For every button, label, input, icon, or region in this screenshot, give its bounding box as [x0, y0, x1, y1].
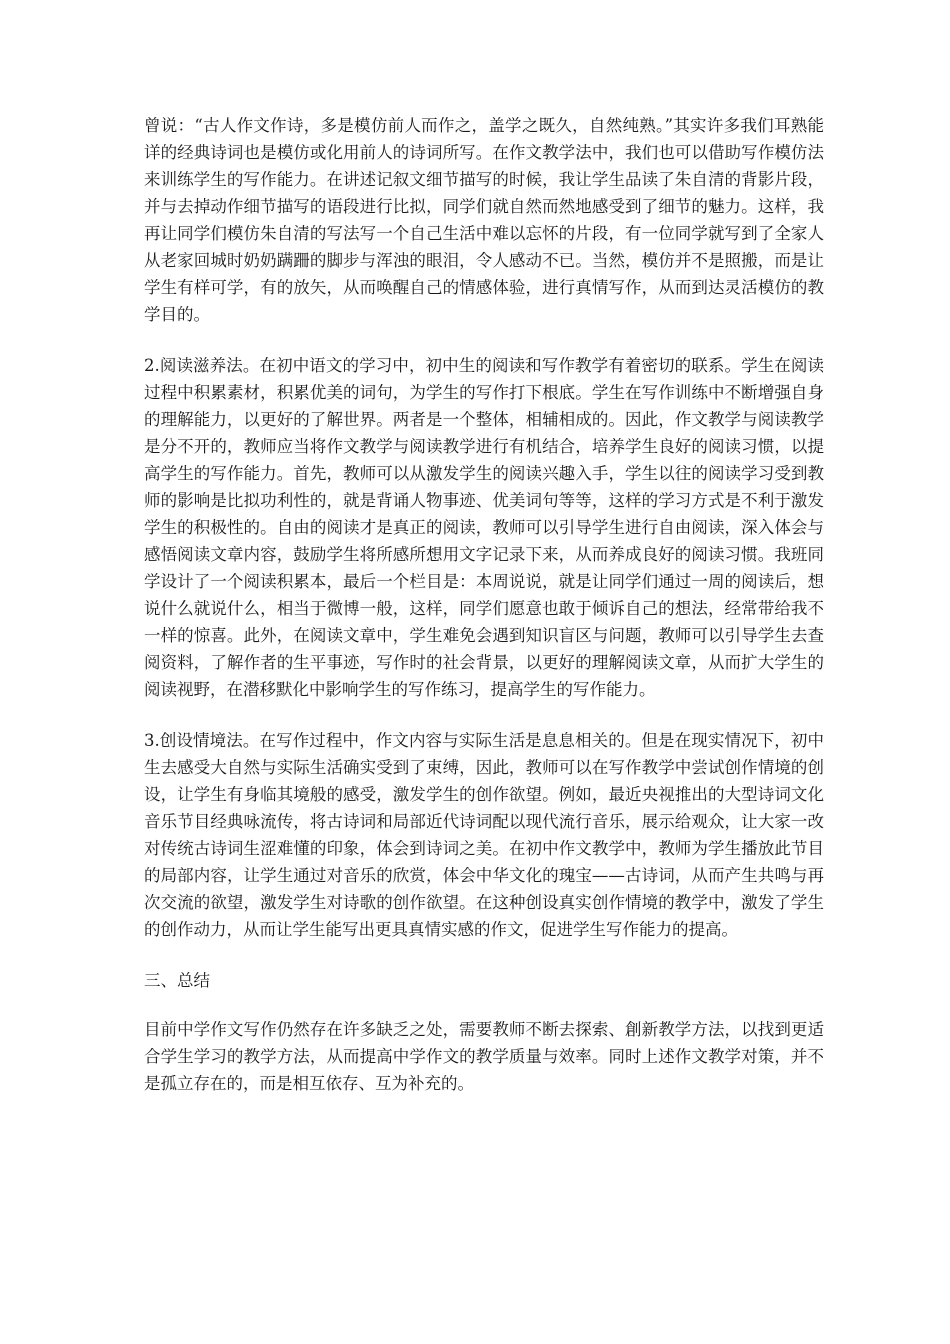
paragraph-conclusion: 目前中学作文写作仍然存在许多缺乏之处，需要教师不断去探索、創新教学方法，以找到更适合学生学习的教学方法，从而提高中学作文的教学质量与效率。同时上述作文教学对策，并不是孤立存在的，而是相互依存、互为补充的。 [144, 1020, 824, 1093]
section-heading-summary: 三、总结 [144, 971, 210, 990]
paragraph-situation-method: 3.创设情境法。在写作过程中，作文内容与实际生活是息息相关的。但是在现实情况下，初中生去感受大自然与实际生活确实受到了束缚，因此，教师可以在写作教学中尝试创作情境的创设，让学生有身临其境般的感受，激发学生的创作欲望。例如，最近央视推出的大型诗词文化音乐节目经典咏流传，将古诗词和局部近代诗词配以现代流行音乐，展示给观众，让大家一改对传统古诗词生涩难懂的印象，体会到诗词之美。在初中作文教学中，教师为学生播放此节目的局部内容，让学生通过对音乐的欣赏，体会中华文化的瑰宝——古诗词，从而产生共鸣与再次交流的欲望，激发学生对诗歌的创作欲望。在这种创设真实创作情境的教学中，激发了学生的创作动力，从而让学生能写出更具真情实感的作文，促进学生写作能力的提高。 [144, 731, 824, 939]
paragraph-imitation: 曾说：“古人作文作诗，多是模仿前人而作之，盖学之既久，自然纯熟。”其实许多我们耳熟能详的经典诗词也是模仿或化用前人的诗词所写。在作文教学法中，我们也可以借助写作模仿法来训练学生的写作能力。在讲述记叙文细节描写的时候，我让学生品读了朱自清的背影片段，并与去掉动作细节描写的语段进行比拟，同学们就自然而然地感受到了细节的魅力。这样，我再让同学们模仿朱自清的写法写一个自己生活中难以忘怀的片段，有一位同学就写到了全家人从老家回城时奶奶蹒跚的脚步与浑浊的眼泪，令人感动不已。当然，模仿并不是照搬，而是让学生有样可学，有的放矢，从而唤醒自己的情感体验，进行真情写作，从而到达灵活模仿的教学目的。 [144, 116, 824, 324]
document-body [144, 112, 824, 1121]
paragraph-reading-method: 2.阅读滋养法。在初中语文的学习中，初中生的阅读和写作教学有着密切的联系。学生在阅读过程中积累素材，积累优美的词句，为学生的写作打下根底。学生在写作训练中不断增强自身的理解能力，以更好的了解世界。两者是一个整体，相辅相成的。因此，作文教学与阅读教学是分不开的，教师应当将作文教学与阅读教学进行有机结合，培养学生良好的阅读习惯，以提高学生的写作能力。首先，教师可以从激发学生的阅读兴趣入手，学生以往的阅读学习受到教师的影响是比拟功利性的，就是背诵人物事迹、优美词句等等，这样的学习方式是不利于激发学生的积极性的。自由的阅读才是真正的阅读，教师可以引导学生进行自由阅读，深入体会与感悟阅读文章内容，鼓励学生将所感所想用文字记录下来，从而养成良好的阅读习惯。我班同学设计了一个阅读积累本，最后一个栏目是：本周说说，就是让同学们通过一周的阅读后，想说什么就说什么，相当于微博一般，这样，同学们愿意也敢于倾诉自己的想法，经常带给我不一样的惊喜。此外，在阅读文章中，学生难免会遇到知识盲区与问题，教师可以引导学生去查阅资料，了解作者的生平事迹，写作时的社会背景，以更好的理解阅读文章，从而扩大学生的阅读视野，在潜移默化中影响学生的写作练习，提高学生的写作能力。 [144, 356, 824, 699]
